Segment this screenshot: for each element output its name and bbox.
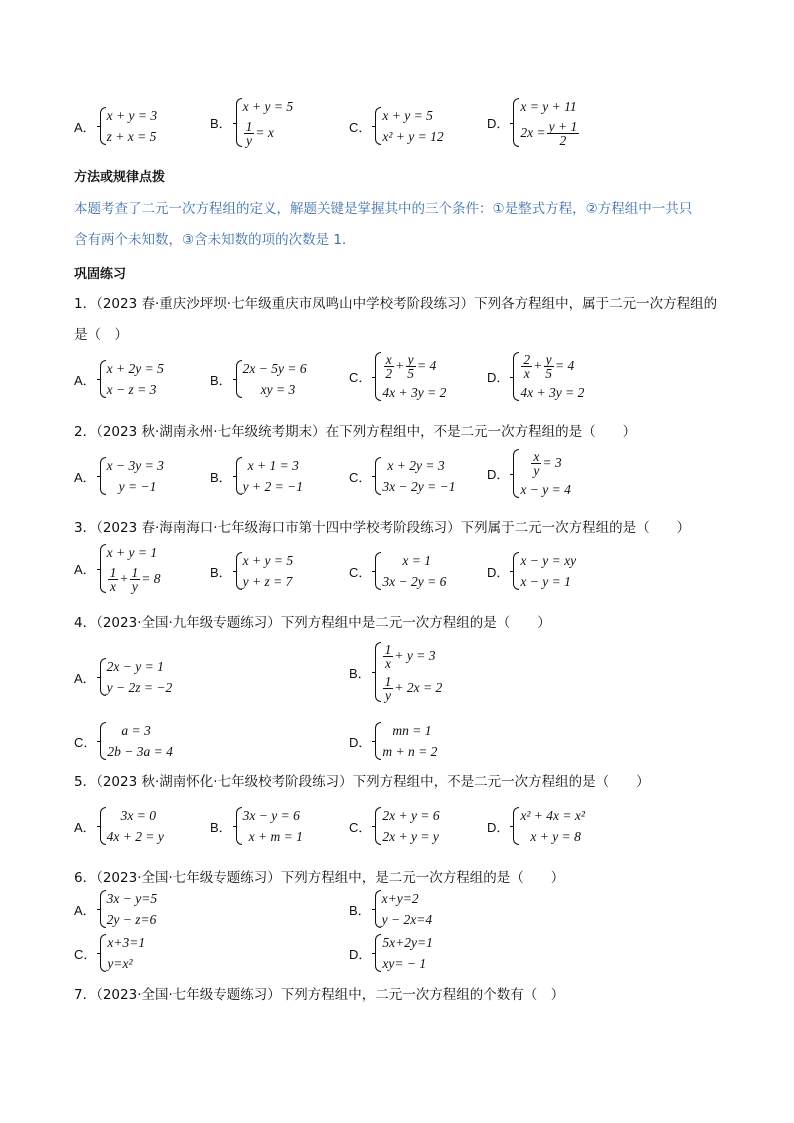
question-5-stem: 5．（2023 秋·湖南怀化·七年级校考阶段练习）下列方程组中，不是二元一次方程组的是（ ） [74,774,650,790]
equation-system: 3x − y = 6 x + m = 1 [236,805,303,847]
top-option-d: D． x = y + 11 2x = $\frac{y + 1}{2}$ [487,96,580,149]
top-option-c: C． x + y = 5 x² + y = 12 [349,105,444,147]
equation-system: x + y = 1 1 x + $\frac{1}{y}$ = 8 [100,542,161,595]
equation-system: 3x = 0 4x + 2 = y [100,805,164,847]
equation-system: 3x − y=5 2y − z=6 [100,888,157,930]
fraction: 1 x [109,564,117,594]
fraction: 2 x [523,351,531,381]
q6-option-c: C． x+3=1 y=x² [74,932,145,974]
equation-system: x + y = 5 $\frac{1}{y}$ = x [236,96,293,149]
question-3-stem: 3．（2023 春·海南海口·七年级海口市第十四中学校考阶段练习）下列属于二元一次方程组的是（ ） [74,520,691,536]
q2-option-a: A． x − 3y = 3 y = −1 [74,455,164,497]
equation-system: x + 2y = 3 3x − 2y = −1 [375,455,455,497]
fraction: $\frac{y + 1}{2}$ [548,118,578,148]
q3-option-b: B． x + y = 5 y + z = 7 [210,550,293,592]
q6-option-b: B． x+y=2 y − 2x=4 [349,888,432,930]
fraction: $\frac{1}{y}$ [245,118,253,148]
q5-option-a: A． 3x = 0 4x + 2 = y [74,805,164,847]
fraction: 1 x [384,641,392,671]
q1-option-a: A． x + 2y = 5 x − z = 3 [74,358,164,400]
fraction: x 2 [385,351,393,381]
top-option-b: B． x + y = 5 $\frac{1}{y}$ = x [210,96,293,149]
q4-option-b: B． 1 x + y = 3 1 y + 2x = 2 [349,641,443,703]
question-2-stem: 2．（2023 秋·湖南永州·七年级统考期末）在下列方程组中，不是二元一次方程组的是（ ） [74,424,637,440]
q6-option-d: D． 5x+2y=1 xy= − 1 [349,932,433,974]
method-heading: 方法或规律点拨 [74,170,166,185]
equation-system: x − y = xy x − y = 1 [513,550,576,592]
question-1-stem-cont: 是（ ） [74,327,128,343]
equation-system: x 2 + $\frac{y}{5}$ = 4 4x + 3y = 2 [375,350,446,403]
equation-system: 2x + y = 6 2x + y = y [375,805,439,847]
q4-option-c: C． a = 3 2b − 3a = 4 [74,720,173,762]
method-text-line2: 含有两个未知数，③含未知数的项的次数是 1． [74,232,356,248]
q5-option-c: C． 2x + y = 6 2x + y = y [349,805,440,847]
method-text-line1: 本题考查了二元一次方程组的定义，解题关键是掌握其中的三个条件：①是整式方程，②方程组中一共只 [74,201,693,217]
equation-system: x² + 4x = x² x + y = 8 [513,805,585,847]
equation-system: x = 1 3x − 2y = 6 [375,550,446,592]
q2-option-d: D． $\frac{x}{y}$ = 3 x − y = 4 [487,447,571,500]
equation-system: 5x+2y=1 xy= − 1 [375,932,432,974]
q5-option-d: D． x² + 4x = x² x + y = 8 [487,805,585,847]
equation-system: x − 3y = 3 y = −1 [100,455,164,497]
q3-option-d: D． x − y = xy x − y = 1 [487,550,576,592]
q2-option-c: C． x + 2y = 3 3x − 2y = −1 [349,455,455,497]
equation-system: x + y = 3 z + x = 5 [100,105,157,147]
fraction: $\frac{1}{y}$ [131,564,139,594]
equation-system: a = 3 2b − 3a = 4 [100,720,172,762]
q1-option-b: B． 2x − 5y = 6 xy = 3 [210,358,307,400]
equation-system: 2x − y = 1 y − 2z = −2 [100,656,173,698]
equation-system: x+3=1 y=x² [100,932,145,974]
q6-option-a: A． 3x − y=5 2y − z=6 [74,888,157,930]
top-option-a: A． x + y = 3 z + x = 5 [74,105,157,147]
q4-option-d: D． mn = 1 m + n = 2 [349,720,437,762]
equation-system: x+y=2 y − 2x=4 [375,888,432,930]
equation-system: 2x − 5y = 6 xy = 3 [236,358,307,400]
fraction: 1 y [384,673,392,703]
equation-system: x = y + 11 2x = $\frac{y + 1}{2}$ [513,96,580,149]
fraction: $\frac{y}{5}$ [545,351,553,381]
equation-system: x + y = 5 y + z = 7 [236,550,293,592]
fraction: $\frac{x}{y}$ [533,448,540,478]
question-6-stem: 6．（2023·全国·七年级专题练习）下列方程组中，是二元一次方程组的是（ ） [74,870,565,886]
equation-system: 1 x + y = 3 1 y + 2x = 2 [375,640,443,704]
equation-system: mn = 1 m + n = 2 [375,720,437,762]
practice-heading: 巩固练习 [74,267,127,282]
q1-option-c: C． x 2 + $\frac{y}{5}$ = 4 4x + 3y = 2 [349,350,446,403]
question-1-stem: 1．（2023 春·重庆沙坪坝·七年级重庆市凤鸣山中学校考阶段练习）下列各方程组中，属于二元一次方程组的 [74,296,718,312]
equation-system: x + 1 = 3 y + 2 = −1 [236,455,303,497]
equation-system: x + 2y = 5 x − z = 3 [100,358,164,400]
q5-option-b: B． 3x − y = 6 x + m = 1 [210,805,303,847]
q4-option-a: A． 2x − y = 1 y − 2z = −2 [74,656,172,698]
question-7-stem: 7．（2023·全国·七年级专题练习）下列方程组中，二元一次方程组的个数有（ ） [74,987,565,1003]
equation-system: $\frac{x}{y}$ = 3 x − y = 4 [513,447,570,500]
q1-option-d: D． 2 x + $\frac{y}{5}$ = 4 4x + 3y = 2 [487,350,584,403]
q3-option-c: C． x = 1 3x − 2y = 6 [349,550,446,592]
question-4-stem: 4．（2023·全国·九年级专题练习）下列方程组中是二元一次方程组的是（ ） [74,615,551,631]
fraction: $\frac{y}{5}$ [407,351,415,381]
q2-option-b: B． x + 1 = 3 y + 2 = −1 [210,455,303,497]
equation-system: x + y = 5 x² + y = 12 [375,105,443,147]
q3-option-a: A． x + y = 1 1 x + $\frac{1}{y}$ = 8 [74,542,161,595]
equation-system: 2 x + $\frac{y}{5}$ = 4 4x + 3y = 2 [513,350,584,403]
